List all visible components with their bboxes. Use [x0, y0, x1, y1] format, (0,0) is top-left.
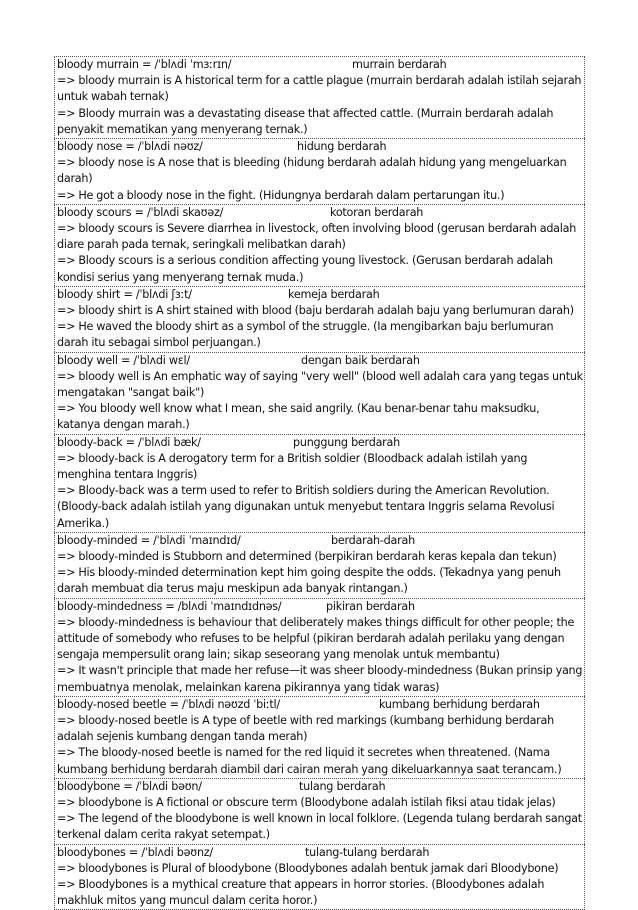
headword-pronunciation: bloody shirt = /ˈblʌdi ʃɜːt/ [57, 287, 192, 301]
entry-header [57, 139, 584, 155]
example-line: => You bloody well know what I mean, she said angrily. (Kau benar-benar tahu maksudku, katanya dengan marah.) [57, 402, 540, 432]
headword-pronunciation: bloody scours = /ˈblʌdi skaʊəz/ [57, 205, 224, 219]
example-line: => It wasn't principle that made her refuse—it was sheer bloody-mindedness (Bukan prinsip yang membuatnya menolak, melainkan karena pikirannya yang tidak waras) [57, 664, 583, 694]
headword-pronunciation: bloody-back = /ˈblʌdi bæk/ [57, 435, 201, 449]
entry-header [57, 57, 584, 73]
headword-pronunciation: bloodybone = /ˈblʌdi bəʊn/ [57, 779, 202, 793]
headword-pronunciation: bloody well = /ˈblʌdi wɛl/ [57, 353, 190, 367]
entry-header [57, 845, 584, 861]
definition-line: => bloody-back is A derogatory term for a British soldier (Bloodback adalah istilah yang menghina tentara Inggris) [57, 451, 528, 481]
dictionary-entry [54, 204, 585, 286]
entry-header [57, 599, 584, 615]
example-line: => Bloody murrain was a devastating disease that affected cattle. (Murrain berdarah adalah penyakit mematikan yang menyerang ternak.) [57, 106, 554, 136]
entry-header [57, 779, 584, 795]
dictionary-entry [54, 286, 585, 352]
definition-line: => bloody shirt is A shirt stained with blood (baju berdarah adalah baju yang berlumuran darah) [57, 303, 574, 317]
example-line: => The legend of the bloodybone is well known in local folklore. (Legenda tulang berdarah sangat terkenal dalam cerita rakyat setempat.) [57, 812, 582, 842]
definition-line: => bloody scours is Severe diarrhea in livestock, often involving blood (gerusan berdarah adalah diare parah pada ternak, seringkali melibatkan darah) [57, 221, 577, 252]
definition-line: => bloody-mindedness is behaviour that deliberately makes things difficult for other people; the attitude of somebody who refuses to be helpful (pikiran berdarah adalah perilaku yang dengan sengaja mempersulit orang lain; sikap seseorang yang menolak untuk membantu) [57, 615, 575, 662]
example-line: => His bloody-minded determination kept him going despite the odds. (Tekadnya yang penuh darah membuat dia terus maju meskipun ada banyak rintangan.) [57, 566, 561, 596]
definition-line: => bloodybone is A fictional or obscure term (Bloodybone adalah istilah fiksi atau tidak jelas) [57, 795, 556, 809]
example-line: => Bloody-back was a term used to refer to British soldiers during the American Revolution. (Bloody-back adalah istilah yang digunakan untuk menyebut tentara Inggris selama Revolusi Amerika.) [57, 484, 555, 530]
example-line: => He waved the bloody shirt as a symbol of the struggle. (Ia mengibarkan baju berlumuran darah itu sebagai simbol perjuangan.) [57, 320, 554, 350]
translation: punggung berdarah [293, 435, 400, 449]
dictionary-page [54, 56, 585, 910]
entry-header [57, 353, 584, 369]
translation: hidung berdarah [297, 140, 387, 153]
headword-pronunciation: bloody nose = /ˈblʌdi nəʊz/ [57, 140, 203, 153]
headword-pronunciation: bloodybones = /ˈblʌdi bəʊnz/ [57, 845, 213, 859]
entry-header [57, 533, 584, 549]
entry-header [57, 287, 584, 303]
translation: dengan baik berdarah [301, 353, 420, 367]
definition-line: => bloody-minded is Stubborn and determined (berpikiran berdarah keras kepala dan tekun) [57, 549, 557, 563]
entry-header [57, 205, 584, 221]
translation: tulang-tulang berdarah [305, 845, 430, 859]
entry-header [57, 697, 584, 713]
example-line: => Bloodybones is a mythical creature that appears in horror stories. (Bloodybones adalah makhluk mitos yang muncul dalam cerita horor.) [57, 877, 545, 908]
dictionary-entry [54, 696, 585, 778]
headword-pronunciation: bloody-mindedness = /blʌdi ˈmaɪndɪdnəs/ [57, 599, 282, 613]
definition-line: => bloody nose is A nose that is bleeding (hidung berdarah adalah hidung yang mengeluarkan darah) [57, 156, 567, 186]
definition-line: => bloodybones is Plural of bloodybone (Bloodybones adalah bentuk jamak dari Bloodybone) [57, 861, 559, 875]
definition-line: => bloody murrain is A historical term for a cattle plague (murrain berdarah adalah istilah sejarah untuk wabah ternak) [57, 74, 582, 104]
dictionary-entry [54, 598, 585, 696]
dictionary-entry [54, 778, 585, 844]
headword-pronunciation: bloody-nosed beetle = /ˈblʌdi nəʊzd ˈbiːtl/ [57, 697, 280, 711]
definition-line: => bloody-nosed beetle is A type of beetle with red markings (kumbang berhidung berdarah adalah sejenis kumbang dengan tanda merah) [57, 713, 554, 744]
translation: tulang berdarah [299, 779, 386, 793]
example-line: => The bloody-nosed beetle is named for the red liquid it secretes when threatened. (Nama kumbang berhidung berdarah diambil dari cairan merah yang dikeluarkannya saat terancam.) [57, 746, 562, 776]
entry-header [57, 435, 584, 451]
headword-pronunciation: bloody-minded = /ˈblʌdi ˈmaɪndɪd/ [57, 533, 241, 547]
translation: kotoran berdarah [330, 205, 424, 219]
dictionary-entry [54, 844, 585, 910]
example-line: => He got a bloody nose in the fight. (Hidungnya berdarah dalam pertarungan itu.) [57, 188, 505, 202]
translation: kemeja berdarah [288, 287, 380, 301]
dictionary-entry [54, 352, 585, 434]
example-line: => Bloody scours is a serious condition affecting young livestock. (Gerusan berdarah adalah kondisi serius yang menyerang ternak muda.) [57, 254, 553, 284]
translation: murrain berdarah [352, 58, 447, 71]
dictionary-entry [54, 138, 585, 204]
translation: pikiran berdarah [326, 599, 415, 613]
dictionary-entry [54, 434, 585, 532]
dictionary-entry [54, 532, 585, 598]
dictionary-entry [54, 56, 585, 138]
definition-line: => bloody well is An emphatic way of saying "very well" (blood well adalah cara yang tegas untuk mengatakan "sangat baik") [57, 369, 583, 399]
translation: berdarah-darah [331, 533, 415, 547]
headword-pronunciation: bloody murrain = /ˈblʌdi ˈmɜːrɪn/ [57, 58, 232, 71]
translation: kumbang berhidung berdarah [379, 697, 540, 711]
